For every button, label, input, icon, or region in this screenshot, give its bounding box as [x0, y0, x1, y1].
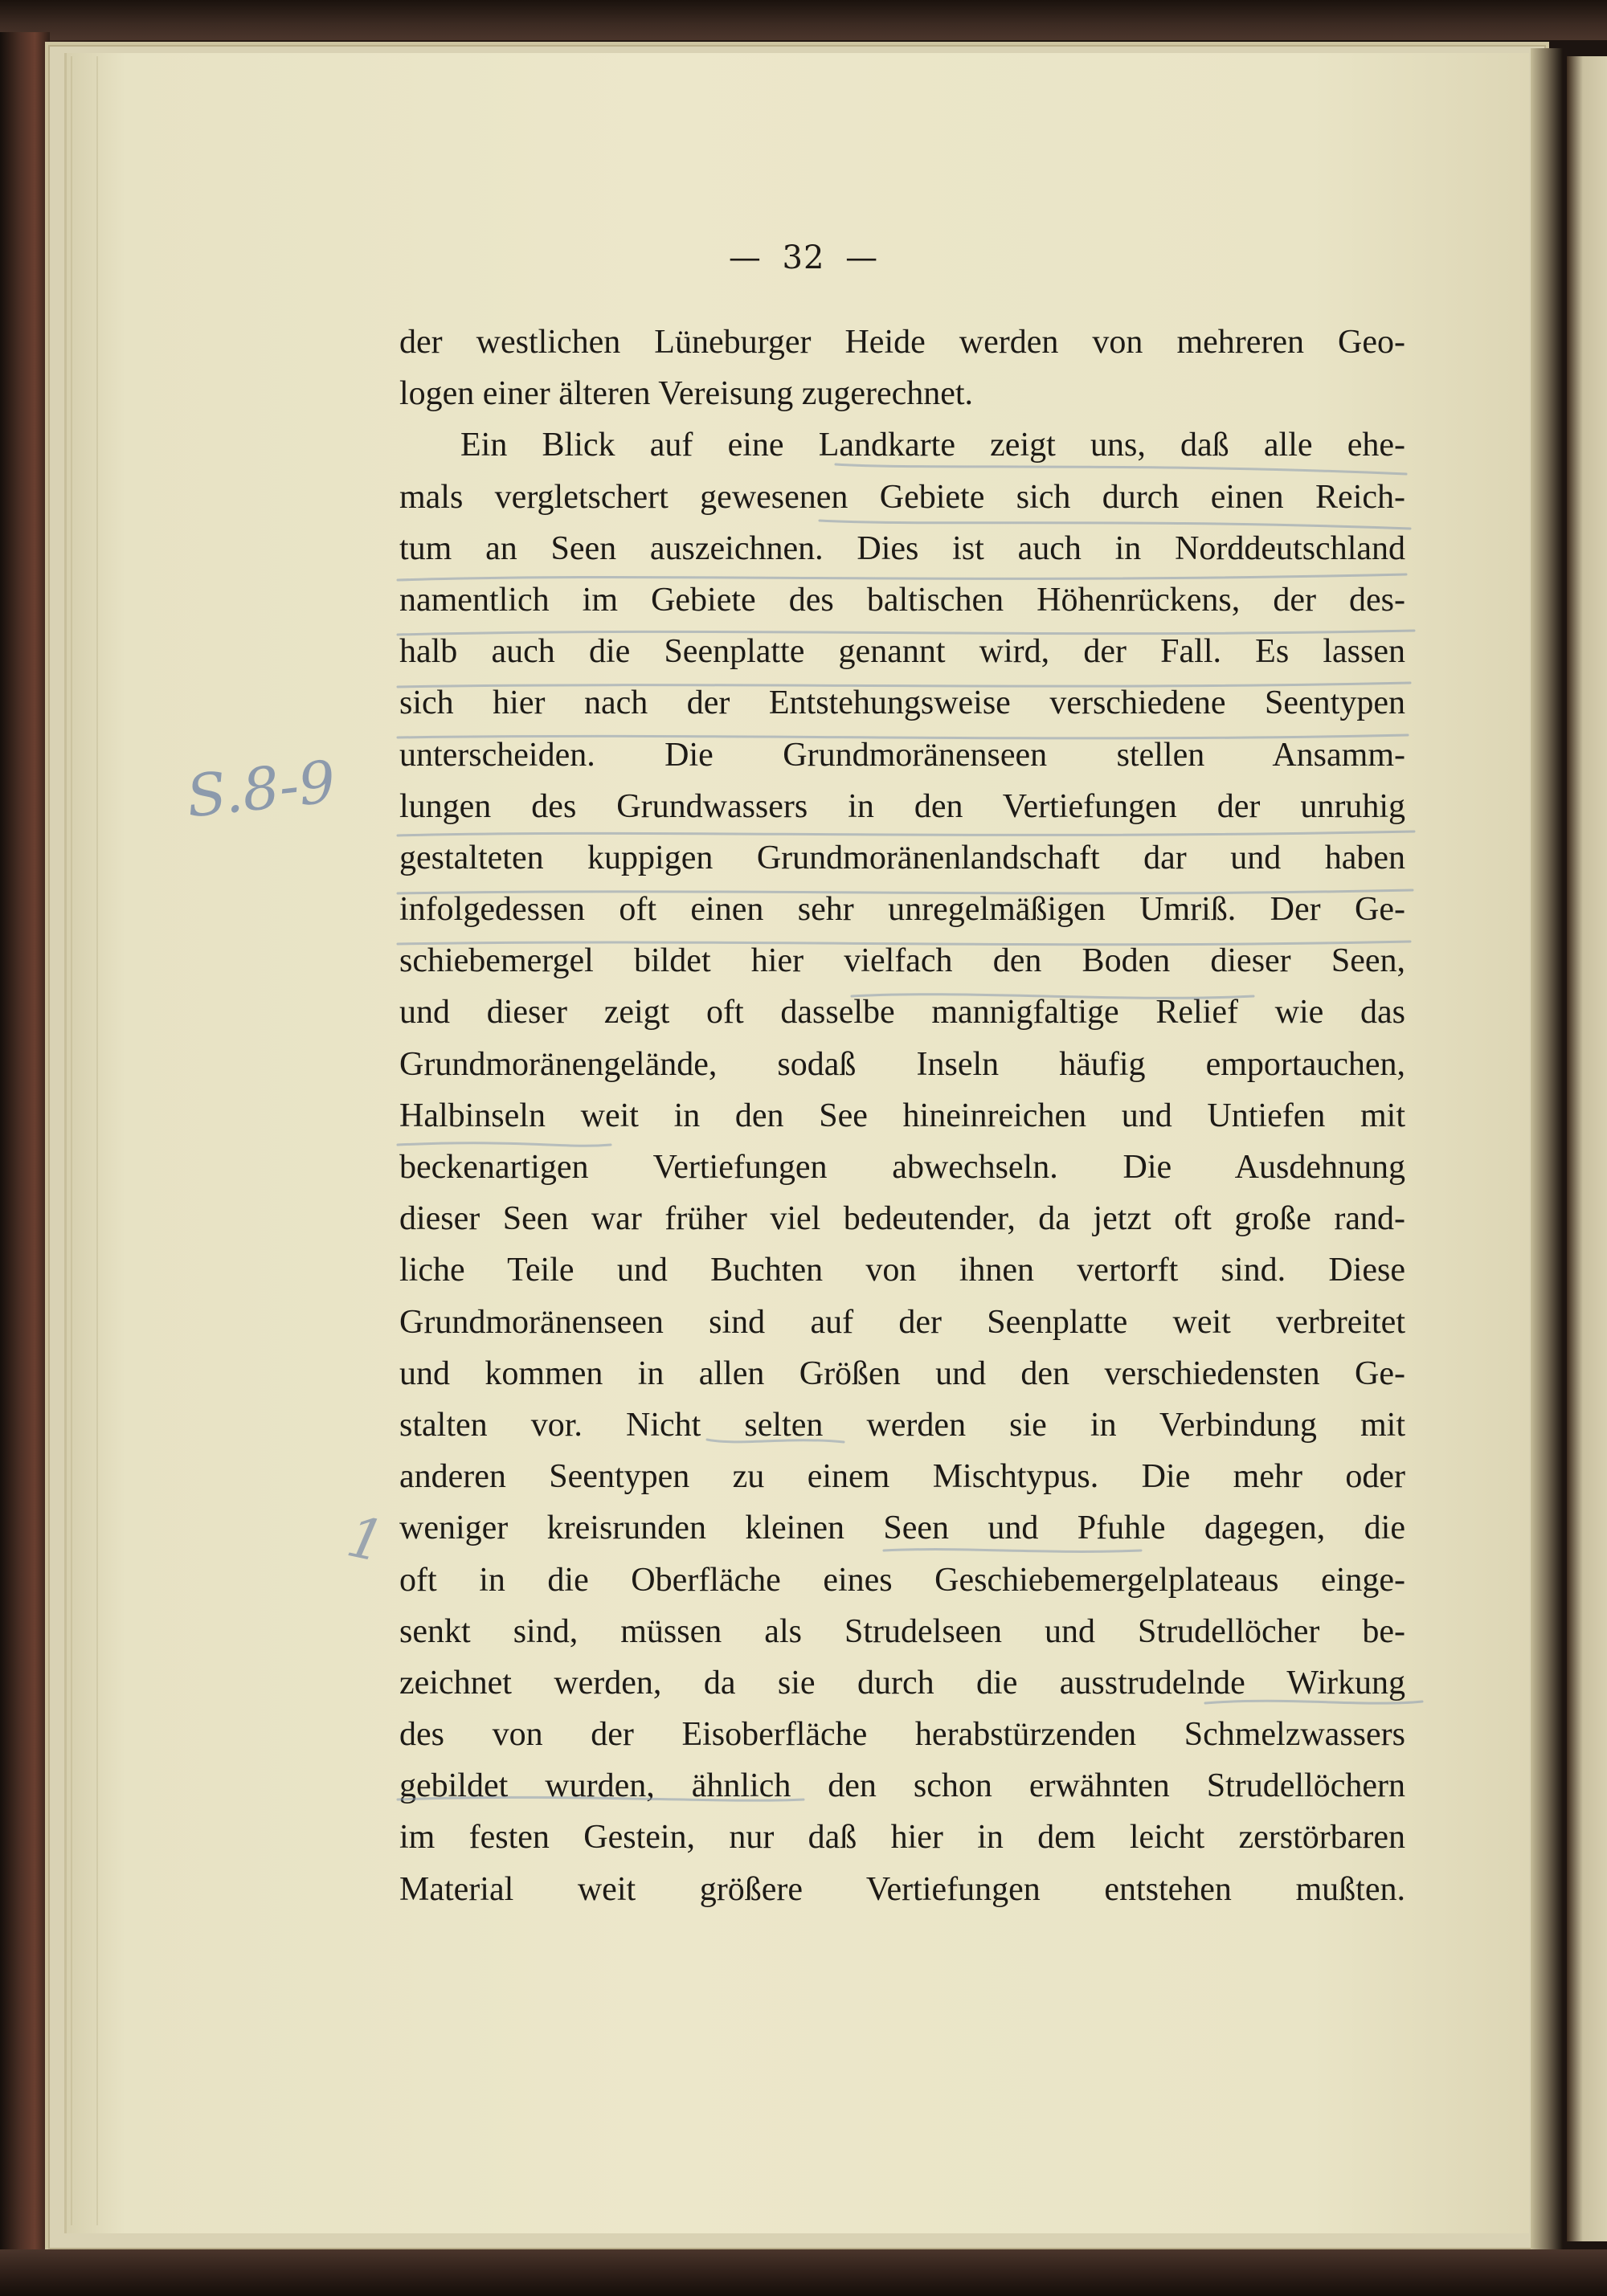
text-line: mals vergletschert gewesenen Gebiete sich durch einen Reich- — [399, 478, 1405, 516]
book-gutter — [1531, 48, 1563, 2249]
text-line: beckenartigen Vertiefungen abwechseln. Die Ausdehnung — [399, 1149, 1405, 1186]
page-number: 32 — [782, 239, 825, 276]
text-line: im festen Gestein, nur daß hier in dem leicht zerstörbaren — [399, 1819, 1405, 1857]
page-number-dash-right: — — [845, 239, 879, 276]
text-line: Grundmoränenseen sind auf der Seenplatte weit verbreitet — [399, 1303, 1405, 1341]
book-bottom-edge — [0, 2249, 1607, 2296]
text-line: Material weit größere Vertiefungen entstehen mußten. — [399, 1870, 1405, 1908]
text-line: sich hier nach der Entstehungsweise verschiedene Seentypen — [399, 684, 1405, 722]
text-line: dieser Seen war früher viel bedeutender, da jetzt oft große rand- — [399, 1200, 1405, 1238]
text-line: des von der Eisoberfläche herabstürzenden Schmelzwassers — [399, 1716, 1405, 1754]
text-line: Grundmoränengelände, sodaß Inseln häufig emportauchen, — [399, 1045, 1405, 1083]
text-line: infolgedessen oft einen sehr unregelmäßigen Umriß. Der Ge- — [399, 891, 1405, 929]
text-line: anderen Seentypen zu einem Mischtypus. Die mehr oder — [399, 1458, 1405, 1496]
text-line: Halbinseln weit in den See hineinreichen und Untiefen mit — [399, 1097, 1405, 1134]
text-line: gebildet wurden, ähnlich den schon erwähnten Strudellöchern — [399, 1767, 1405, 1805]
text-line: halb auch die Seenplatte genannt wird, der Fall. Es lassen — [399, 633, 1405, 671]
text-line: stalten vor. Nicht selten werden sie in Verbindung mit — [399, 1406, 1405, 1444]
text-line: lungen des Grundwassers in den Vertiefungen der unruhig — [399, 787, 1405, 825]
text-line — [399, 1915, 1405, 1967]
text-line: Ein Blick auf eine Landkarte zeigt uns, daß alle ehe- — [460, 427, 1405, 464]
text-line: zeichnet werden, da sie durch die ausstrudelnde Wirkung — [399, 1664, 1405, 1702]
text-line: unterscheiden. Die Grundmoränenseen stellen Ansamm- — [399, 736, 1405, 774]
text-line: logen einer älteren Vereisung zugerechnet. — [399, 375, 974, 413]
text-line: gestalteten kuppigen Grundmoränenlandschaft dar und haben — [399, 839, 1405, 876]
body-text — [399, 317, 1405, 1967]
text-line: der westlichen Lüneburger Heide werden von mehreren Geo- — [399, 324, 1405, 361]
text-line: schiebemergel bildet hier vielfach den Boden dieser Seen, — [399, 942, 1405, 980]
book-top-edge — [0, 0, 1607, 40]
margin-pencil-note: S.8-9 — [183, 747, 339, 831]
text-line: senkt sind, müssen als Strudelseen und Strudellöcher be- — [399, 1612, 1405, 1650]
text-line: und dieser zeigt oft dasselbe mannigfaltige Relief wie das — [399, 994, 1405, 1032]
text-line: namentlich im Gebiete des baltischen Höhenrückens, der des- — [399, 581, 1405, 619]
text-line: tum an Seen auszeichnen. Dies ist auch in Norddeutschland — [399, 529, 1405, 567]
margin-pencil-tick: 1 — [341, 1503, 391, 1575]
text-line: liche Teile und Buchten von ihnen vertorft sind. Diese — [399, 1252, 1405, 1289]
next-page-edge — [1567, 56, 1607, 2241]
text-line: und kommen in allen Größen und den verschiedensten Ge- — [399, 1354, 1405, 1392]
page-number-header — [0, 239, 1607, 276]
page-binding-lines — [71, 56, 98, 2225]
text-line: weniger kreisrunden kleinen Seen und Pfuhle dagegen, die — [399, 1510, 1405, 1547]
page-number-dash-left: — — [728, 239, 762, 276]
text-line: oft in die Oberfläche eines Geschiebemergelplateaus einge- — [399, 1561, 1405, 1599]
book-cover-left — [0, 32, 50, 2265]
